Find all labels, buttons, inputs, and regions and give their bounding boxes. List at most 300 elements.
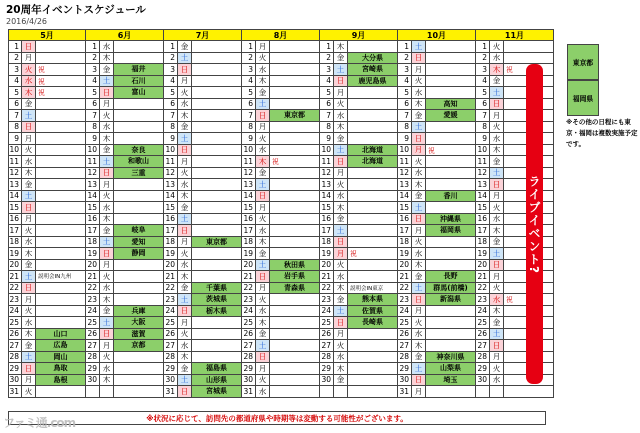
event-note: 説明会IN九州 bbox=[36, 271, 86, 283]
day-number: 28 bbox=[8, 352, 22, 364]
day-number: 15 bbox=[86, 202, 100, 214]
weekday-cell: 水 bbox=[178, 99, 192, 111]
event-cell bbox=[348, 122, 398, 134]
day-number: 28 bbox=[242, 352, 256, 364]
weekday-cell: 木 bbox=[334, 283, 348, 295]
weekday-cell: 木 bbox=[412, 179, 426, 191]
weekday-cell: 木 bbox=[490, 306, 504, 318]
day-number: 11 bbox=[242, 156, 256, 168]
weekday-cell: 日 bbox=[100, 168, 114, 180]
day-number: 17 bbox=[242, 225, 256, 237]
weekday-cell: 土 bbox=[412, 363, 426, 375]
event-cell bbox=[270, 133, 320, 145]
event-cell bbox=[36, 248, 86, 260]
day-number: 26 bbox=[164, 329, 178, 341]
day-number: 8 bbox=[398, 122, 412, 134]
day-number: 11 bbox=[476, 156, 490, 168]
day-number: 5 bbox=[242, 87, 256, 99]
day-number: 7 bbox=[476, 110, 490, 122]
day-number: 12 bbox=[164, 168, 178, 180]
day-number: 23 bbox=[8, 294, 22, 306]
weekday-cell: 金 bbox=[490, 156, 504, 168]
month-header: 5月 bbox=[8, 29, 86, 41]
weekday-cell: 日 bbox=[256, 191, 270, 203]
weekday-cell: 日 bbox=[412, 214, 426, 226]
day-number: 17 bbox=[476, 225, 490, 237]
weekday-cell: 月 bbox=[100, 99, 114, 111]
weekday-cell: 木 bbox=[490, 145, 504, 157]
weekday-cell: 木 bbox=[100, 133, 114, 145]
day-number: 4 bbox=[398, 76, 412, 88]
event-cell bbox=[192, 41, 242, 53]
event-cell bbox=[270, 202, 320, 214]
weekday-cell: 日 bbox=[490, 179, 504, 191]
event-location: 香川 bbox=[426, 191, 476, 203]
event-cell bbox=[192, 248, 242, 260]
weekday-cell: 金 bbox=[334, 294, 348, 306]
day-number: 6 bbox=[8, 99, 22, 111]
day-number: 25 bbox=[164, 317, 178, 329]
event-cell bbox=[348, 168, 398, 180]
day-number: 22 bbox=[164, 283, 178, 295]
event-location: 山口 bbox=[36, 329, 86, 341]
event-cell bbox=[270, 179, 320, 191]
day-number: 20 bbox=[164, 260, 178, 272]
event-cell bbox=[36, 122, 86, 134]
weekday-cell: 火 bbox=[490, 41, 504, 53]
day-number: 16 bbox=[164, 214, 178, 226]
event-cell bbox=[114, 375, 164, 387]
weekday-cell: 木 bbox=[490, 225, 504, 237]
event-cell bbox=[192, 133, 242, 145]
weekday-cell: 水 bbox=[22, 76, 36, 88]
day-number: 14 bbox=[164, 191, 178, 203]
day-number: 21 bbox=[164, 271, 178, 283]
weekday-cell: 月 bbox=[412, 225, 426, 237]
weekday-cell: 木 bbox=[22, 168, 36, 180]
day-number: 12 bbox=[242, 168, 256, 180]
event-cell bbox=[36, 145, 86, 157]
event-cell bbox=[114, 191, 164, 203]
day-number: 25 bbox=[320, 317, 334, 329]
weekday-cell: 水 bbox=[256, 225, 270, 237]
event-cell bbox=[36, 99, 86, 111]
weekday-cell: 日 bbox=[178, 225, 192, 237]
event-cell bbox=[426, 237, 476, 249]
weekday-cell: 土 bbox=[100, 76, 114, 88]
weekday-cell: 土 bbox=[490, 168, 504, 180]
event-cell bbox=[270, 248, 320, 260]
weekday-cell: 土 bbox=[22, 191, 36, 203]
event-cell bbox=[426, 179, 476, 191]
event-cell bbox=[426, 76, 476, 88]
event-cell bbox=[192, 317, 242, 329]
event-location: 島根 bbox=[36, 375, 86, 387]
holiday-mark: 祝 bbox=[348, 248, 398, 260]
weekday-cell: 木 bbox=[100, 294, 114, 306]
day-number: 26 bbox=[398, 329, 412, 341]
event-cell bbox=[270, 214, 320, 226]
day-number: 4 bbox=[476, 76, 490, 88]
weekday-cell: 金 bbox=[334, 133, 348, 145]
day-number: 4 bbox=[86, 76, 100, 88]
day-number: 24 bbox=[8, 306, 22, 318]
event-location: 埼玉 bbox=[426, 375, 476, 387]
weekday-cell: 水 bbox=[22, 237, 36, 249]
event-cell bbox=[348, 237, 398, 249]
day-number: 6 bbox=[242, 99, 256, 111]
day-number: 30 bbox=[476, 375, 490, 387]
day-number: 13 bbox=[164, 179, 178, 191]
event-location: 長野 bbox=[426, 271, 476, 283]
event-location: 秋田県 bbox=[270, 260, 320, 272]
day-number: 10 bbox=[164, 145, 178, 157]
weekday-cell: 日 bbox=[412, 53, 426, 65]
day-number: 17 bbox=[398, 225, 412, 237]
day-number: 13 bbox=[320, 179, 334, 191]
weekday-cell: 金 bbox=[100, 64, 114, 76]
footer-note: ※状況に応じて、訪問先の都道府県や時期等は変動する可能性がございます。 bbox=[8, 411, 546, 425]
day-number: 18 bbox=[8, 237, 22, 249]
weekday-cell: 土 bbox=[412, 122, 426, 134]
weekday-cell: 木 bbox=[334, 41, 348, 53]
month-header: 7月 bbox=[164, 29, 242, 41]
weekday-cell: 日 bbox=[100, 248, 114, 260]
day-number: 10 bbox=[398, 145, 412, 157]
day-number: 13 bbox=[398, 179, 412, 191]
weekday-cell: 金 bbox=[412, 271, 426, 283]
day-number: 18 bbox=[320, 237, 334, 249]
event-location: 静岡 bbox=[114, 248, 164, 260]
event-cell bbox=[348, 179, 398, 191]
day-number: 1 bbox=[398, 41, 412, 53]
day-number: 8 bbox=[320, 122, 334, 134]
event-cell bbox=[426, 41, 476, 53]
event-cell bbox=[36, 260, 86, 272]
day-number: 14 bbox=[86, 191, 100, 203]
event-location: 愛知 bbox=[114, 237, 164, 249]
weekday-cell: 水 bbox=[178, 340, 192, 352]
day-number: 27 bbox=[398, 340, 412, 352]
event-cell bbox=[348, 191, 398, 203]
day-number: 7 bbox=[8, 110, 22, 122]
event-cell bbox=[192, 76, 242, 88]
day-number: 2 bbox=[8, 53, 22, 65]
day-number: 22 bbox=[86, 283, 100, 295]
event-cell bbox=[114, 214, 164, 226]
day-number: 10 bbox=[242, 145, 256, 157]
event-cell bbox=[192, 122, 242, 134]
day-number: 2 bbox=[164, 53, 178, 65]
event-cell bbox=[270, 352, 320, 364]
month-header: 10月 bbox=[398, 29, 476, 41]
weekday-cell: 水 bbox=[256, 145, 270, 157]
event-cell bbox=[114, 133, 164, 145]
day-number: 20 bbox=[476, 260, 490, 272]
day-number: 24 bbox=[86, 306, 100, 318]
event-location: 長崎県 bbox=[348, 317, 398, 329]
event-location: 大分県 bbox=[348, 53, 398, 65]
event-location: 宮崎県 bbox=[348, 64, 398, 76]
weekday-cell: 月 bbox=[22, 133, 36, 145]
day-number: 10 bbox=[476, 145, 490, 157]
weekday-cell: 土 bbox=[22, 110, 36, 122]
day-number: 23 bbox=[320, 294, 334, 306]
day-number: 10 bbox=[86, 145, 100, 157]
day-number: 28 bbox=[164, 352, 178, 364]
weekday-cell: 日 bbox=[22, 283, 36, 295]
event-cell bbox=[36, 386, 86, 398]
day-number: 18 bbox=[86, 237, 100, 249]
weekday-cell: 火 bbox=[334, 179, 348, 191]
event-cell bbox=[270, 386, 320, 398]
day-number: 21 bbox=[242, 271, 256, 283]
holiday-mark: 祝 bbox=[36, 76, 86, 88]
empty-day bbox=[320, 386, 334, 398]
weekday-cell: 月 bbox=[178, 317, 192, 329]
event-cell bbox=[36, 294, 86, 306]
weekday-cell: 火 bbox=[100, 191, 114, 203]
day-number: 4 bbox=[164, 76, 178, 88]
day-number: 27 bbox=[242, 340, 256, 352]
day-number: 3 bbox=[164, 64, 178, 76]
weekday-cell: 火 bbox=[256, 214, 270, 226]
day-number: 29 bbox=[398, 363, 412, 375]
event-cell bbox=[114, 53, 164, 65]
day-number: 4 bbox=[320, 76, 334, 88]
day-number: 1 bbox=[476, 41, 490, 53]
weekday-cell: 木 bbox=[334, 202, 348, 214]
event-cell bbox=[114, 294, 164, 306]
event-cell bbox=[192, 329, 242, 341]
event-cell bbox=[426, 386, 476, 398]
event-cell bbox=[114, 283, 164, 295]
event-cell bbox=[426, 202, 476, 214]
weekday-cell: 火 bbox=[334, 260, 348, 272]
weekday-cell: 木 bbox=[178, 352, 192, 364]
day-number: 11 bbox=[8, 156, 22, 168]
event-cell bbox=[270, 225, 320, 237]
event-cell bbox=[114, 122, 164, 134]
month-header: 8月 bbox=[242, 29, 320, 41]
weekday-cell: 木 bbox=[22, 87, 36, 99]
event-cell bbox=[270, 76, 320, 88]
event-cell bbox=[36, 133, 86, 145]
day-number: 23 bbox=[476, 294, 490, 306]
day-number: 16 bbox=[86, 214, 100, 226]
day-number: 4 bbox=[8, 76, 22, 88]
day-number: 29 bbox=[86, 363, 100, 375]
holiday-mark: 祝 bbox=[504, 64, 554, 76]
day-number: 1 bbox=[320, 41, 334, 53]
weekday-cell: 土 bbox=[178, 53, 192, 65]
day-number: 7 bbox=[164, 110, 178, 122]
weekday-cell: 月 bbox=[334, 329, 348, 341]
event-cell bbox=[348, 41, 398, 53]
day-number: 2 bbox=[242, 53, 256, 65]
weekday-cell: 火 bbox=[256, 375, 270, 387]
weekday-cell: 水 bbox=[490, 294, 504, 306]
weekday-cell: 火 bbox=[256, 53, 270, 65]
event-cell bbox=[426, 340, 476, 352]
weekday-cell: 水 bbox=[100, 283, 114, 295]
day-number: 22 bbox=[398, 283, 412, 295]
weekday-cell: 木 bbox=[256, 317, 270, 329]
event-cell bbox=[348, 375, 398, 387]
weekday-cell: 金 bbox=[100, 145, 114, 157]
event-cell bbox=[426, 133, 476, 145]
day-number: 29 bbox=[8, 363, 22, 375]
weekday-cell: 木 bbox=[100, 214, 114, 226]
weekday-cell: 日 bbox=[334, 317, 348, 329]
day-number: 1 bbox=[86, 41, 100, 53]
day-number: 26 bbox=[8, 329, 22, 341]
day-number: 21 bbox=[86, 271, 100, 283]
day-number: 18 bbox=[242, 237, 256, 249]
event-location: 群馬(前橋) bbox=[426, 283, 476, 295]
weekday-cell: 水 bbox=[412, 329, 426, 341]
event-location: 北海道 bbox=[348, 156, 398, 168]
event-cell bbox=[426, 317, 476, 329]
weekday-cell: 水 bbox=[490, 133, 504, 145]
weekday-cell: 水 bbox=[256, 386, 270, 398]
weekday-cell: 月 bbox=[178, 156, 192, 168]
weekday-cell: 火 bbox=[490, 202, 504, 214]
weekday-cell: 日 bbox=[100, 87, 114, 99]
schedule-grid bbox=[8, 29, 554, 409]
day-number: 14 bbox=[398, 191, 412, 203]
weekday-cell: 日 bbox=[412, 375, 426, 387]
weekday-cell: 日 bbox=[178, 145, 192, 157]
weekday-cell: 土 bbox=[178, 214, 192, 226]
event-location: 兵庫 bbox=[114, 306, 164, 318]
event-cell bbox=[36, 237, 86, 249]
day-number: 12 bbox=[320, 168, 334, 180]
legend-note: ※その他の日程にも東京・福岡は複数実施予定です。 bbox=[566, 118, 638, 148]
event-cell bbox=[426, 53, 476, 65]
weekday-cell: 木 bbox=[256, 156, 270, 168]
weekday-cell: 火 bbox=[178, 248, 192, 260]
event-cell bbox=[426, 248, 476, 260]
day-number: 7 bbox=[242, 110, 256, 122]
weekday-cell: 土 bbox=[490, 87, 504, 99]
event-location: 広島 bbox=[36, 340, 86, 352]
event-location: 岐阜 bbox=[114, 225, 164, 237]
weekday-cell: 火 bbox=[178, 87, 192, 99]
event-location: 福岡県 bbox=[426, 225, 476, 237]
weekday-cell: 月 bbox=[412, 386, 426, 398]
weekday-cell: 月 bbox=[412, 145, 426, 157]
empty-event bbox=[114, 386, 164, 398]
weekday-cell: 土 bbox=[334, 145, 348, 157]
day-number: 27 bbox=[476, 340, 490, 352]
day-number: 29 bbox=[242, 363, 256, 375]
event-cell bbox=[270, 145, 320, 157]
holiday-mark: 祝 bbox=[270, 156, 320, 168]
weekday-cell: 木 bbox=[412, 260, 426, 272]
month-header: 6月 bbox=[86, 29, 164, 41]
day-number: 15 bbox=[476, 202, 490, 214]
event-cell bbox=[270, 329, 320, 341]
day-number: 20 bbox=[8, 260, 22, 272]
day-number: 25 bbox=[86, 317, 100, 329]
day-number: 12 bbox=[398, 168, 412, 180]
event-location: 福井 bbox=[114, 64, 164, 76]
empty-weekday bbox=[100, 386, 114, 398]
day-number: 29 bbox=[476, 363, 490, 375]
weekday-cell: 月 bbox=[256, 122, 270, 134]
day-number: 13 bbox=[86, 179, 100, 191]
event-cell bbox=[270, 53, 320, 65]
weekday-cell: 火 bbox=[412, 317, 426, 329]
day-number: 1 bbox=[164, 41, 178, 53]
weekday-cell: 水 bbox=[100, 41, 114, 53]
event-location: 和歌山 bbox=[114, 156, 164, 168]
event-cell bbox=[114, 260, 164, 272]
weekday-cell: 土 bbox=[22, 271, 36, 283]
weekday-cell: 月 bbox=[490, 271, 504, 283]
day-number: 27 bbox=[8, 340, 22, 352]
event-cell bbox=[270, 191, 320, 203]
day-number: 20 bbox=[398, 260, 412, 272]
day-number: 19 bbox=[86, 248, 100, 260]
weekday-cell: 月 bbox=[334, 168, 348, 180]
weekday-cell: 日 bbox=[490, 340, 504, 352]
day-number: 19 bbox=[164, 248, 178, 260]
weekday-cell: 日 bbox=[178, 306, 192, 318]
day-number: 28 bbox=[320, 352, 334, 364]
day-number: 12 bbox=[8, 168, 22, 180]
event-cell bbox=[426, 122, 476, 134]
event-cell bbox=[192, 53, 242, 65]
weekday-cell: 月 bbox=[334, 248, 348, 260]
weekday-cell: 木 bbox=[490, 64, 504, 76]
event-cell bbox=[348, 87, 398, 99]
day-number: 2 bbox=[398, 53, 412, 65]
weekday-cell: 木 bbox=[412, 340, 426, 352]
weekday-cell: 木 bbox=[334, 122, 348, 134]
weekday-cell: 火 bbox=[22, 64, 36, 76]
weekday-cell: 金 bbox=[22, 179, 36, 191]
day-number: 25 bbox=[8, 317, 22, 329]
event-cell bbox=[270, 375, 320, 387]
weekday-cell: 木 bbox=[256, 76, 270, 88]
event-cell bbox=[270, 64, 320, 76]
event-cell bbox=[36, 53, 86, 65]
day-number: 24 bbox=[476, 306, 490, 318]
event-cell bbox=[426, 260, 476, 272]
event-location: 三重 bbox=[114, 168, 164, 180]
day-number: 28 bbox=[476, 352, 490, 364]
event-location: 北海道 bbox=[348, 145, 398, 157]
event-cell bbox=[114, 363, 164, 375]
event-cell bbox=[348, 363, 398, 375]
event-location: 鹿児島県 bbox=[348, 76, 398, 88]
weekday-cell: 日 bbox=[22, 41, 36, 53]
event-cell bbox=[348, 99, 398, 111]
weekday-cell: 日 bbox=[178, 64, 192, 76]
day-number: 17 bbox=[320, 225, 334, 237]
weekday-cell: 火 bbox=[100, 352, 114, 364]
weekday-cell: 土 bbox=[256, 179, 270, 191]
event-cell bbox=[36, 41, 86, 53]
day-number: 23 bbox=[398, 294, 412, 306]
event-cell bbox=[348, 271, 398, 283]
day-number: 26 bbox=[86, 329, 100, 341]
day-number: 31 bbox=[8, 386, 22, 398]
day-number: 28 bbox=[398, 352, 412, 364]
weekday-cell: 水 bbox=[256, 64, 270, 76]
